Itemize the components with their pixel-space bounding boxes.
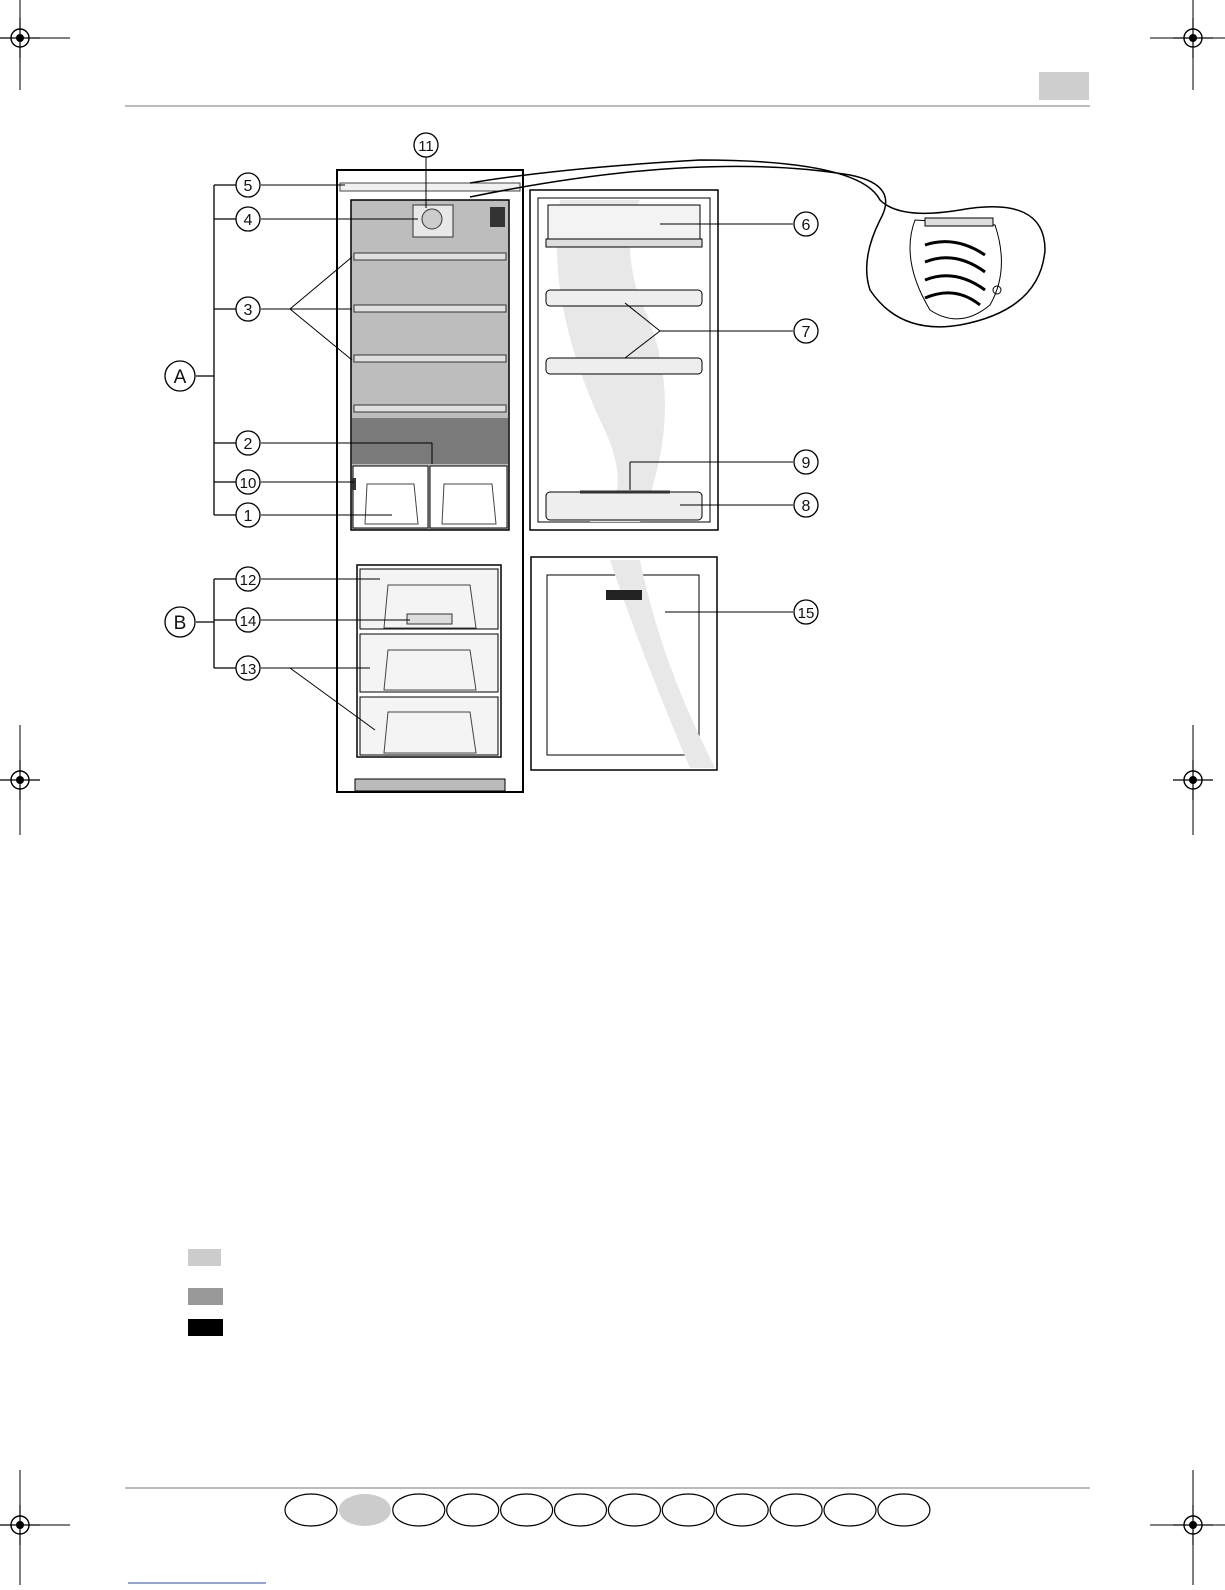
callout-13	[236, 656, 260, 680]
registration-mark-bottom-left	[0, 1470, 70, 1585]
crisper-left	[353, 466, 428, 528]
language-tab[interactable]	[447, 1494, 499, 1526]
registration-mark-top-left	[0, 0, 70, 90]
shelf	[354, 405, 506, 412]
control-panel	[340, 183, 520, 191]
svg-text:12: 12	[239, 572, 257, 589]
svg-text:10: 10	[239, 475, 257, 492]
svg-text:3: 3	[243, 302, 253, 319]
language-tab[interactable]	[393, 1494, 445, 1526]
language-tab[interactable]	[608, 1494, 660, 1526]
svg-text:9: 9	[801, 455, 811, 472]
svg-text:8: 8	[801, 498, 811, 515]
svg-text:A: A	[173, 367, 187, 388]
language-tab[interactable]	[878, 1494, 930, 1526]
callout-10	[236, 470, 260, 494]
svg-text:7: 7	[801, 324, 811, 341]
svg-text:15: 15	[797, 605, 815, 622]
bottle-shelf	[546, 492, 702, 520]
legend	[188, 1249, 223, 1336]
door-shelf	[546, 358, 702, 374]
callout-7	[794, 319, 818, 343]
shelf	[354, 355, 506, 362]
language-tab[interactable]	[716, 1494, 768, 1526]
registration-mark-bottom-right	[1150, 1470, 1225, 1585]
freezer-drawer-middle	[360, 634, 498, 692]
freezer-drawer-bottom	[360, 697, 498, 755]
callout-9	[794, 450, 818, 474]
language-tab[interactable]	[555, 1494, 607, 1526]
shelf	[354, 305, 506, 312]
svg-text:2: 2	[243, 436, 253, 453]
coldest-zone	[352, 418, 508, 464]
door-shelf	[546, 290, 702, 306]
callout-3	[236, 297, 260, 321]
callout-2	[236, 431, 260, 455]
language-tab[interactable]	[770, 1494, 822, 1526]
registration-mark-mid-right	[1173, 725, 1213, 835]
svg-text:14: 14	[239, 613, 257, 630]
callout-8	[794, 493, 818, 517]
svg-text:13: 13	[239, 661, 257, 678]
svg-text:5: 5	[243, 178, 253, 195]
callout-5	[236, 173, 260, 197]
door-compartment	[548, 205, 700, 241]
legend-swatch-medium	[188, 1288, 223, 1305]
svg-text:B: B	[173, 613, 187, 634]
language-tabs	[285, 1494, 930, 1526]
svg-text:6: 6	[801, 217, 811, 234]
ice-tray	[407, 614, 452, 624]
group-label-b	[165, 607, 195, 637]
language-tab[interactable]	[662, 1494, 714, 1526]
svg-text:11: 11	[418, 138, 434, 155]
language-tab-active[interactable]	[339, 1494, 391, 1526]
language-tab[interactable]	[501, 1494, 553, 1526]
callout-11	[414, 133, 438, 157]
group-brackets	[196, 185, 236, 668]
language-tab[interactable]	[824, 1494, 876, 1526]
svg-text:1: 1	[243, 508, 253, 525]
legend-swatch-light	[188, 1249, 221, 1266]
callout-15	[794, 600, 818, 624]
callout-12	[236, 567, 260, 591]
callout-14	[236, 608, 260, 632]
registration-mark-top-right	[1150, 0, 1225, 90]
legend-swatch-dark	[188, 1319, 223, 1336]
callout-4	[236, 207, 260, 231]
callout-6	[794, 212, 818, 236]
svg-text:4: 4	[243, 212, 253, 229]
registration-mark-mid-left	[0, 725, 40, 835]
freezer-indicator	[606, 590, 642, 600]
refrigerator-diagram	[337, 160, 1045, 792]
group-label-a	[165, 361, 195, 391]
language-tab[interactable]	[285, 1494, 337, 1526]
callout-1	[236, 503, 260, 527]
header-tab	[1039, 72, 1089, 100]
base-grille	[355, 779, 505, 791]
shelf	[354, 253, 506, 260]
